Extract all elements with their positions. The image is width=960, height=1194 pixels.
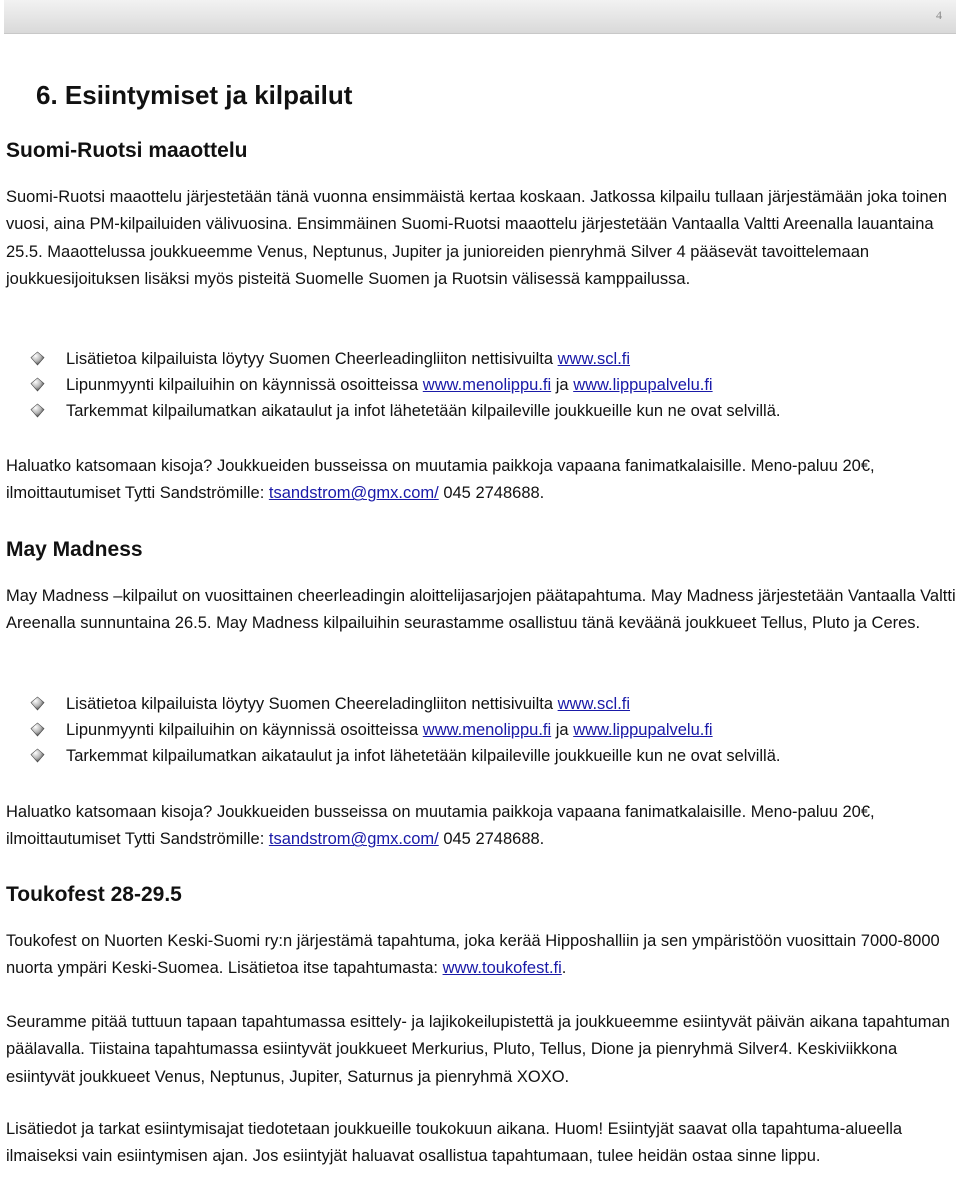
section-heading-may-madness: May Madness (6, 538, 143, 561)
email-link[interactable]: tsandstrom@gmx.com/ (268, 484, 439, 503)
page-header-bar (4, 0, 956, 34)
link-lippupalvelu[interactable]: www.lippupalvelu.fi (573, 721, 713, 739)
link-scl[interactable]: www.scl.fi (557, 350, 631, 368)
bullet-icon (30, 748, 45, 763)
link-menolippu[interactable]: www.menolippu.fi (422, 376, 552, 394)
link-scl[interactable]: www.scl.fi (557, 695, 631, 713)
section-outro-may-madness: Haluatko katsomaan kisoja? Joukkueiden busseissa on muutamia paikkoja vapaana fanimatkalaisille. Meno-paluu 20€, ilmoittautumiset Tytti Sandströmille: tsandstrom@gmx.com/ 045 2748688. (6, 803, 875, 849)
list-item: Tarkemmat kilpailumatkan aikataulut ja infot lähetetään kilpaileville joukkueille kun ne ovat selvillä. (6, 398, 956, 424)
section-intro-suomi-ruotsi: Suomi-Ruotsi maaottelu järjestetään tänä vuonna ensimmäistä kertaa koskaan. Jatkossa kilpailu tullaan järjestämään joka toinen vuosi, aina PM-kilpailuiden välivuosina. Ensimmäinen Suomi-Ruotsi maaottelu järjestetään Vantaalla Valtti Areenalla lauantaina 25.5. Maaottelussa joukkueemme Venus, Neptunus, Jupiter ja junioreiden pienryhmä Silver 4 pääsevät tavoittelemaan joukkuesijoituksen lisäksi myös pisteitä Suomelle Suomen ja Ruotsin välisessä kamppailussa. (6, 188, 948, 288)
bullet-icon (30, 351, 45, 366)
link-menolippu[interactable]: www.menolippu.fi (422, 721, 552, 739)
bullet-list-suomi-ruotsi (6, 346, 956, 424)
bullet-icon (30, 696, 45, 711)
list-item: Lisätietoa kilpailuista löytyy Suomen Cheerleadingliiton nettisivuilta www.scl.fi (6, 346, 956, 372)
section-heading-toukofest: Toukofest 28-29.5 (6, 883, 182, 906)
email-link[interactable]: tsandstrom@gmx.com/ (268, 830, 439, 849)
link-toukofest[interactable]: www.toukofest.fi (442, 959, 562, 978)
section-outro-suomi-ruotsi: Haluatko katsomaan kisoja? Joukkueiden busseissa on muutamia paikkoja vapaana fanimatkalaisille. Meno-paluu 20€, ilmoittautumiset Tytti Sandströmille: tsandstrom@gmx.com/ 045 2748688. (6, 457, 875, 503)
bullet-icon (30, 403, 45, 418)
list-item: Tarkemmat kilpailumatkan aikataulut ja infot lähetetään kilpaileville joukkueille kun ne ovat selvillä. (6, 743, 956, 769)
link-lippupalvelu[interactable]: www.lippupalvelu.fi (573, 376, 713, 394)
section-paragraph-toukofest-1: Toukofest on Nuorten Keski-Suomi ry:n järjestämä tapahtuma, joka kerää Hipposhalliin ja sen ympäristöön vuosittain 7000-8000 nuorta ympäri Keski-Suomea. Lisätietoa itse tapahtumasta: www.toukofest.fi. (6, 932, 940, 978)
list-item: Lipunmyynti kilpailuihin on käynnissä osoitteissa www.menolippu.fi ja www.lippupalvelu.fi (6, 372, 956, 398)
section-intro-may-madness: May Madness –kilpailut on vuosittainen cheerleadingin aloittelijasarjojen päätapahtuma. May Madness järjestetään Vantaalla Valtti Areenalla sunnuntaina 26.5. May Madness kilpailuihin seurastamme osallistuu tänä keväänä joukkueet Tellus, Pluto ja Ceres. (6, 587, 956, 633)
page-title: 6. Esiintymiset ja kilpailut (36, 80, 353, 110)
bullet-icon (30, 722, 45, 737)
bullet-list-may-madness (6, 691, 956, 769)
section-paragraph-toukofest-3: Lisätiedot ja tarkat esiintymisajat tiedotetaan joukkueille toukokuun aikana. Huom! Esiintyjät saavat olla tapahtuma-alueella ilmaiseksi vain esiintymisen ajan. Jos esiintyjät haluavat osallistua tapahtumaan, tulee heidän ostaa sinne lippu. (6, 1120, 903, 1166)
list-item: Lipunmyynti kilpailuihin on käynnissä osoitteissa www.menolippu.fi ja www.lippupalvelu.fi (6, 717, 956, 743)
section-paragraph-toukofest-2: Seuramme pitää tuttuun tapaan tapahtumassa esittely- ja lajikokeilupistettä ja joukkueemme esiintyvät päivän aikana tapahtuman päälavalla. Tiistaina tapahtumassa esiintyvät joukkueet Merkurius, Pluto, Tellus, Dione ja pienryhmä Silver4. Keskiviikkona esiintyvät joukkueet Venus, Neptunus, Jupiter, Saturnus ja pienryhmä XOXO. (6, 1013, 950, 1086)
list-item: Lisätietoa kilpailuista löytyy Suomen Cheereladingliiton nettisivuilta www.scl.fi (6, 691, 956, 717)
bullet-icon (30, 377, 45, 392)
page-number: 4 (936, 8, 942, 22)
section-heading-suomi-ruotsi: Suomi-Ruotsi maaottelu (6, 139, 248, 162)
